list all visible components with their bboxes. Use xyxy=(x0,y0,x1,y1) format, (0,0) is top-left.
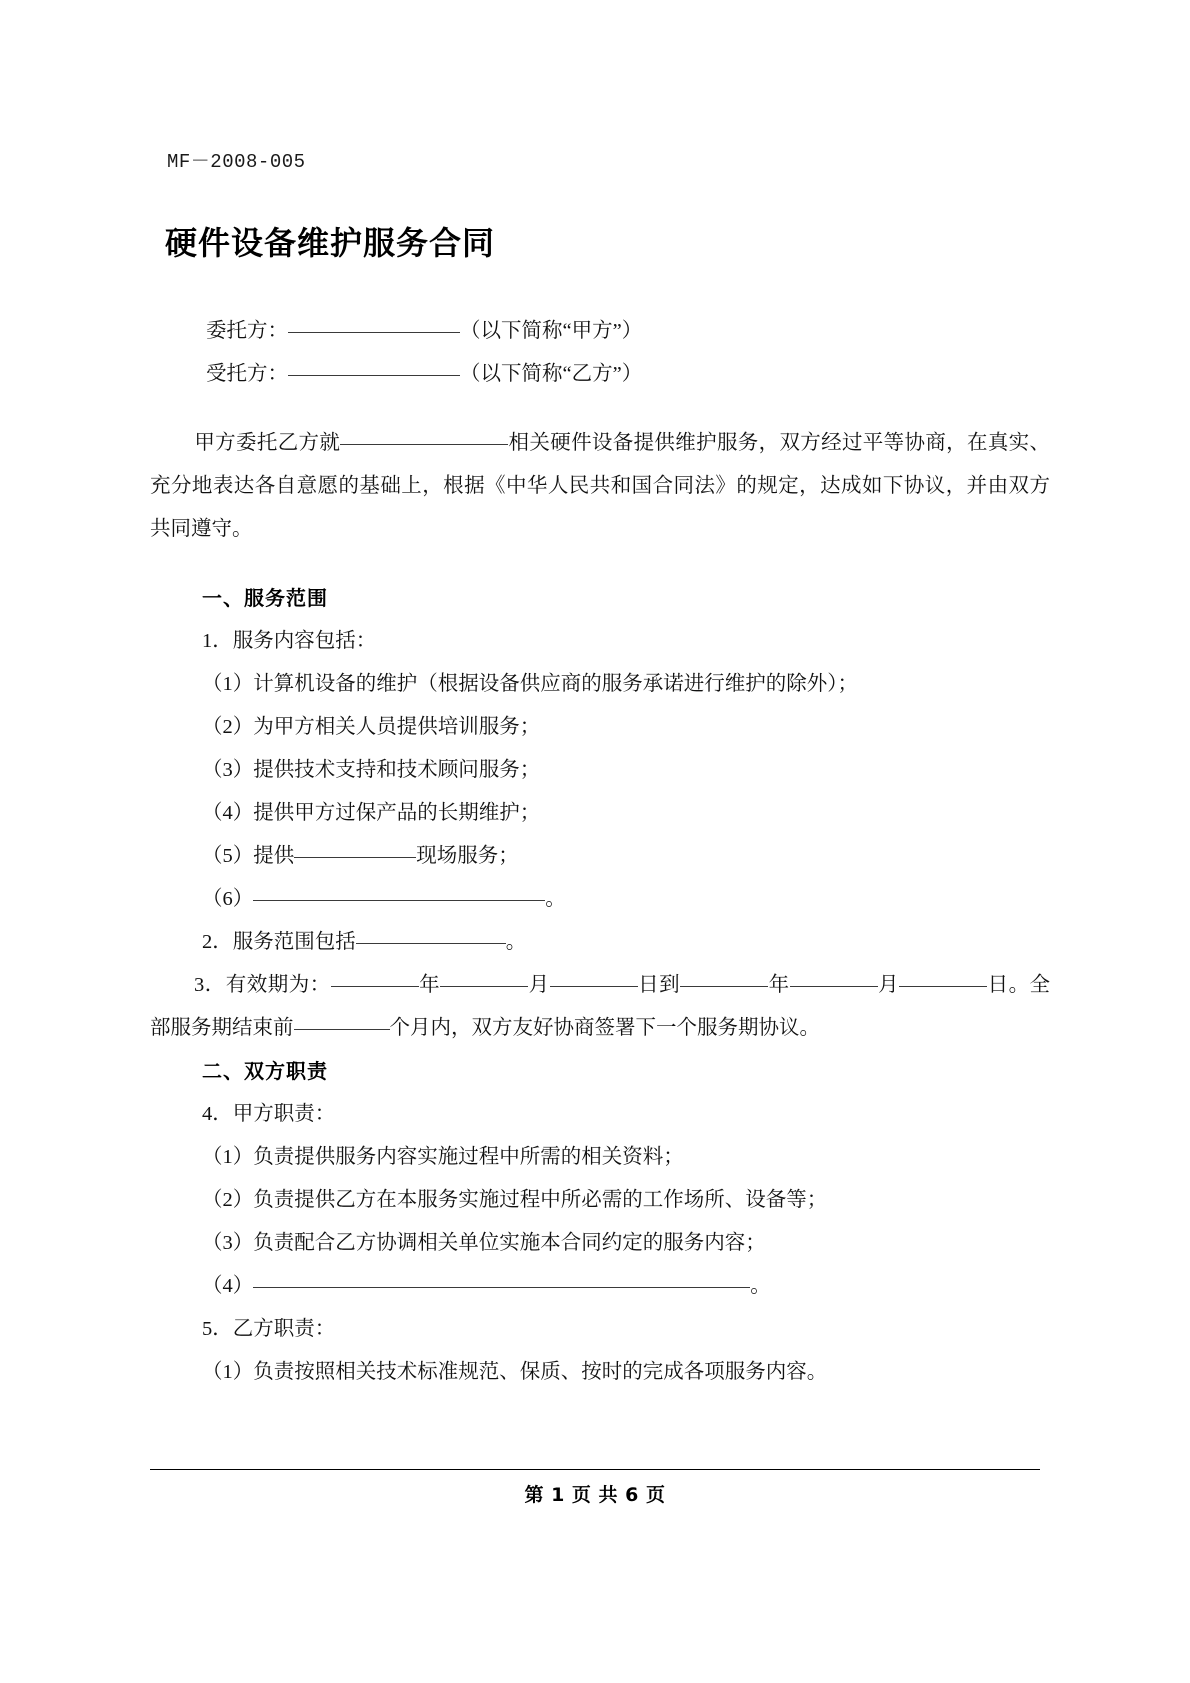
list-item xyxy=(150,1093,1050,1136)
item-number: （2） xyxy=(202,716,254,738)
term-paragraph xyxy=(150,964,1050,1050)
document-code: MF－2008-005 xyxy=(167,151,306,173)
section-heading-scope: 一、服务范围 xyxy=(202,586,328,610)
term-unit-month2: 月 xyxy=(877,974,900,996)
item-number: （1） xyxy=(202,1361,254,1383)
item-number: 2． xyxy=(202,931,233,953)
list-item xyxy=(150,1265,1050,1308)
term-notice-months-blank[interactable] xyxy=(294,1029,390,1030)
item-prefix: 提供 xyxy=(253,845,295,867)
party-suffix-entrusting: （以下简称“甲方”） xyxy=(460,320,643,342)
party-label-entrusted: 受托方： xyxy=(206,363,288,385)
scope-range-blank[interactable] xyxy=(356,943,506,944)
page-title: 硬件设备维护服务合同 xyxy=(165,224,496,262)
item-text: 提供技术支持和技术顾问服务； xyxy=(253,759,541,781)
item-number: 3． xyxy=(194,974,226,996)
item-number: （3） xyxy=(202,1232,254,1254)
item-text: 负责提供乙方在本服务实施过程中所必需的工作场所、设备等； xyxy=(253,1189,828,1211)
item-text: 乙方职责： xyxy=(232,1318,336,1340)
term-end-day-blank[interactable] xyxy=(899,986,987,987)
list-item xyxy=(150,1351,1050,1394)
term-unit-year2: 年 xyxy=(768,974,790,996)
list-item xyxy=(150,792,1050,835)
list-item xyxy=(150,1222,1050,1265)
item-suffix: 。 xyxy=(545,888,566,910)
list-item xyxy=(150,1179,1050,1222)
term-start-month-blank[interactable] xyxy=(440,986,528,987)
term-end-year-blank[interactable] xyxy=(680,986,768,987)
party-blank-entrusted[interactable] xyxy=(288,375,460,376)
list-item xyxy=(150,1136,1050,1179)
item-text: 提供甲方过保产品的长期维护； xyxy=(253,802,541,824)
list-item xyxy=(150,878,1050,921)
item-text: 服务内容包括： xyxy=(232,630,377,652)
list-item xyxy=(150,749,1050,792)
page-footer: 第 1 页 共 6 页 xyxy=(524,1484,666,1506)
item-text: 负责配合乙方协调相关单位实施本合同约定的服务内容； xyxy=(253,1232,766,1254)
item-number: （4） xyxy=(202,1275,254,1297)
item-number: （1） xyxy=(202,673,254,695)
party-suffix-entrusted: （以下简称“乙方”） xyxy=(460,363,643,385)
item-suffix: 。 xyxy=(750,1275,771,1297)
preamble-part1: 甲方委托乙方就 xyxy=(194,432,341,454)
item-text: 计算机设备的维护（根据设备供应商的服务承诺进行维护的除外）； xyxy=(253,673,858,695)
list-item xyxy=(150,620,1050,663)
spacer xyxy=(150,396,1050,422)
term-unit-month: 月 xyxy=(528,974,550,996)
party-blank-entrusting[interactable] xyxy=(288,332,460,333)
item-number: （1） xyxy=(202,1146,254,1168)
item-number: 5． xyxy=(202,1318,233,1340)
item-suffix: 现场服务； xyxy=(416,845,519,867)
item-text: 负责提供服务内容实施过程中所需的相关资料； xyxy=(253,1146,684,1168)
preamble-part2: 相关硬件设备提供维护服务，双方经过平等协商，在真实、充分地表达各自意愿的基础上，根据《中华人民共和国合同法》的规定，达成如下协议，并由双方共同遵守。 xyxy=(150,432,1051,540)
preamble-subject-blank[interactable] xyxy=(340,444,508,445)
term-lead: 有效期为： xyxy=(225,974,331,996)
item-number: （3） xyxy=(202,759,254,781)
term-end-month-blank[interactable] xyxy=(790,986,878,987)
list-item xyxy=(150,1308,1050,1351)
item-number: （4） xyxy=(202,802,254,824)
list-item xyxy=(150,706,1050,749)
term-unit-day: 日到 xyxy=(637,974,681,996)
spacer xyxy=(150,551,1050,577)
document-body xyxy=(150,310,1050,1394)
item-text: 负责按照相关技术标准规范、保质、按时的完成各项服务内容。 xyxy=(253,1361,828,1383)
party-line-entrusting xyxy=(150,310,1050,353)
item-number: 1． xyxy=(202,630,233,652)
onsite-service-blank[interactable] xyxy=(294,857,416,858)
list-item xyxy=(150,835,1050,878)
item-prefix: 服务范围包括 xyxy=(232,931,356,953)
preamble-paragraph xyxy=(150,422,1050,551)
party-line-entrusted xyxy=(150,353,1050,396)
term-start-year-blank[interactable] xyxy=(331,986,419,987)
section-heading-responsibilities: 二、双方职责 xyxy=(202,1059,328,1083)
term-start-day-blank[interactable] xyxy=(550,986,638,987)
footer-divider xyxy=(150,1469,1040,1470)
item-number: （6） xyxy=(202,888,254,910)
list-item xyxy=(150,663,1050,706)
item-text: 为甲方相关人员提供培训服务； xyxy=(253,716,541,738)
list-item xyxy=(150,921,1050,964)
item-number: （2） xyxy=(202,1189,254,1211)
item-suffix: 。 xyxy=(505,931,527,953)
term-cont-day: 日。全部服务期结束前 xyxy=(150,974,1051,1039)
party-label-entrusting: 委托方： xyxy=(206,320,288,342)
party-a-resp4-blank[interactable] xyxy=(253,1287,750,1288)
item-number: （5） xyxy=(202,845,254,867)
term-cont-mid: 个月内，双方友好协商签署下一个服务期协议。 xyxy=(389,1017,820,1039)
item-text: 甲方职责： xyxy=(232,1103,336,1125)
term-unit-year: 年 xyxy=(418,974,441,996)
item-number: 4． xyxy=(202,1103,233,1125)
scope-item6-blank[interactable] xyxy=(253,900,545,901)
